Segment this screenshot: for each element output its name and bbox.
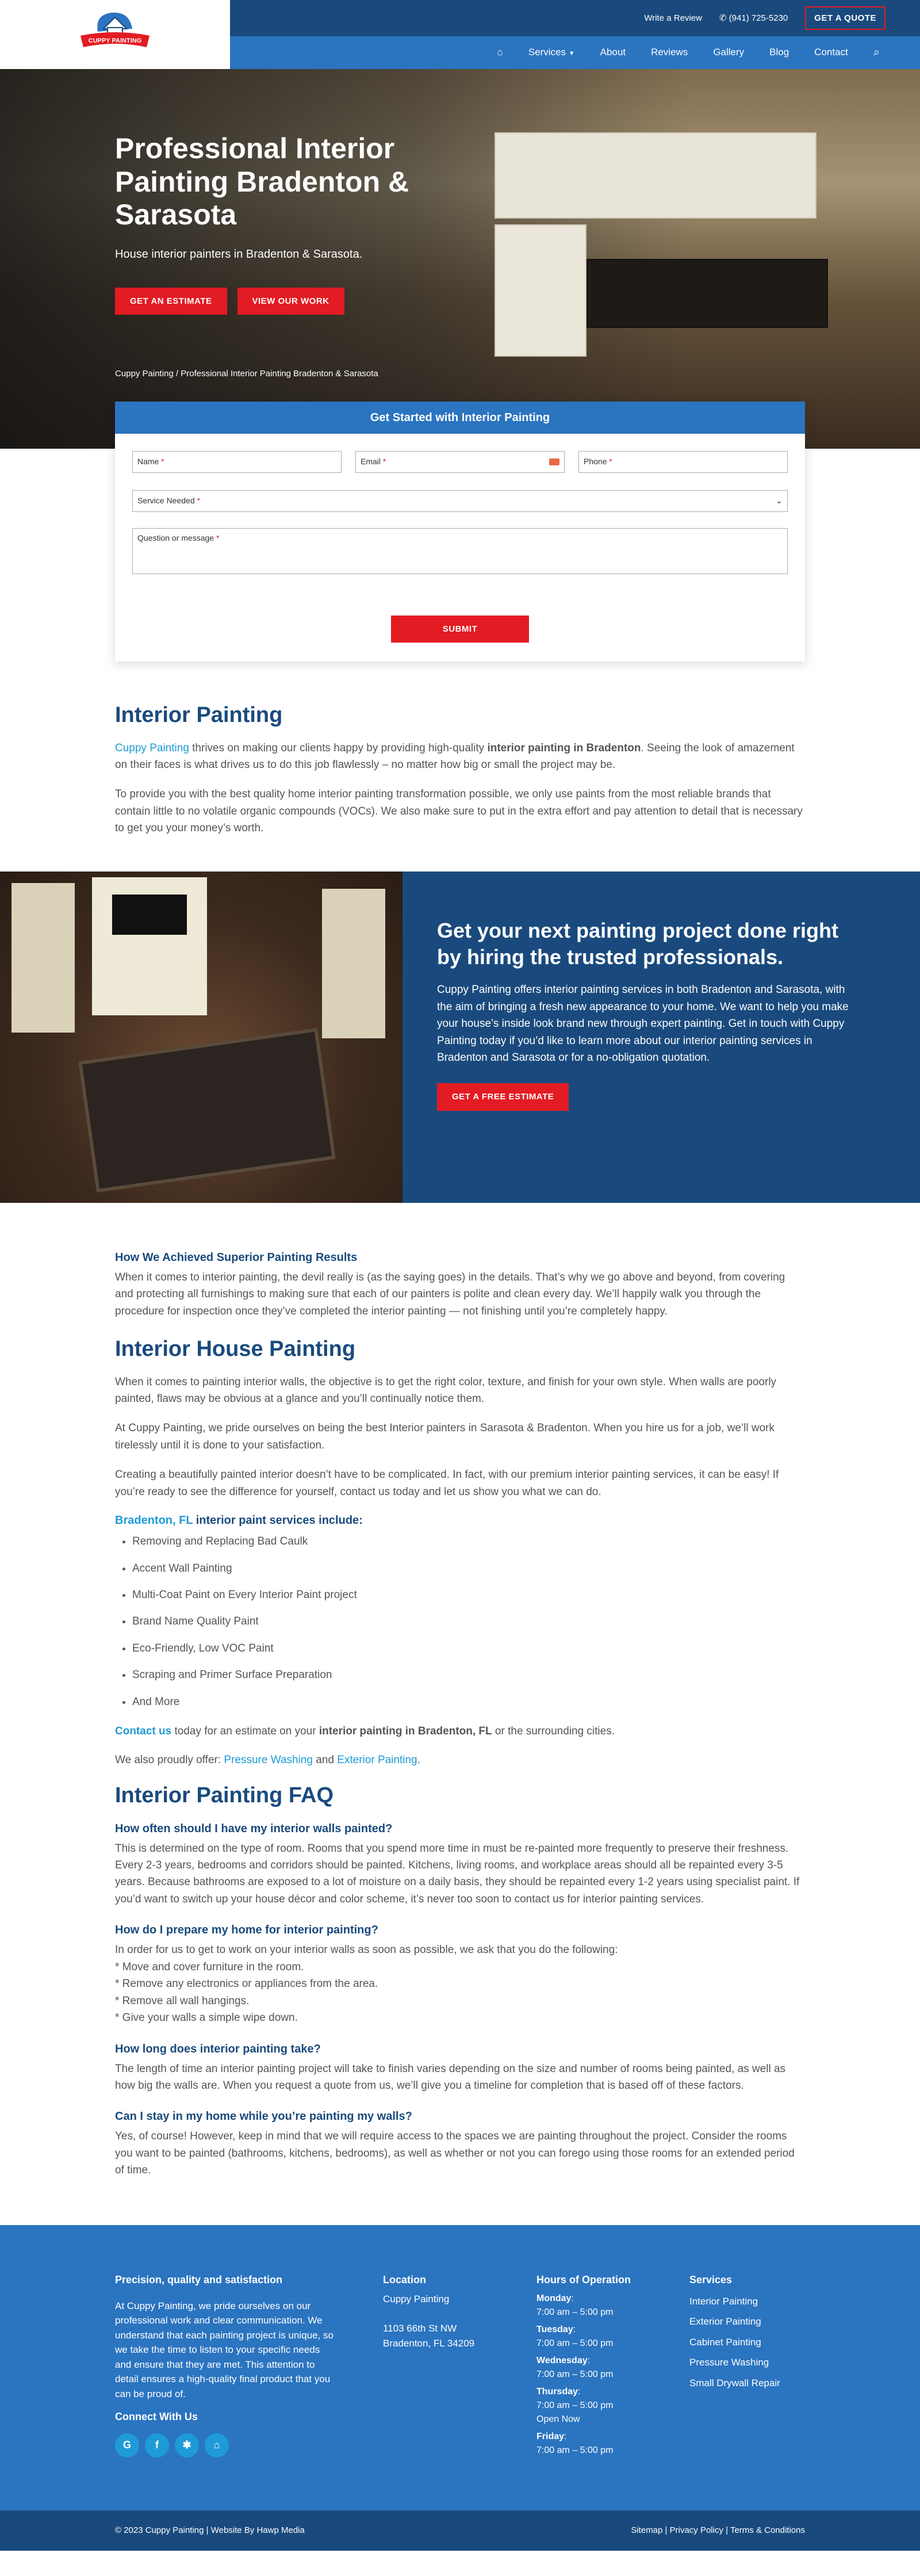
social-links — [115, 2433, 334, 2457]
phone-icon: ✆ — [719, 13, 729, 23]
hours-day — [536, 2323, 663, 2337]
logo-text: CUPPY PAINTING — [88, 37, 142, 44]
nav-services-label: Services — [528, 47, 566, 58]
offer-end: . — [417, 1753, 420, 1766]
location-name: Cuppy Painting — [383, 2293, 450, 2304]
cuppy-painting-logo — [72, 6, 158, 63]
bottom-bar — [0, 2510, 920, 2551]
faq-answer-1: This is determined on the type of room. Rooms that you spend more time in must be re-painted more frequently to preserve their freshness. Every 2-3 years, bedrooms and corridors should be painted. Kitchens, living rooms, and workplace areas should all be repainted every 3-5 years. Because bathrooms are exposed to a lot of moisture on a daily basis, they should be repainted every 1-2 years using specialist paint. If you’d want to switch up your house décor and color scheme, it’s never too soon to contact us for interior painting services. — [115, 1842, 800, 1905]
services-title: Services — [689, 2273, 733, 2285]
autofill-icon — [549, 458, 559, 465]
free-estimate-button[interactable]: GET A FREE ESTIMATE — [437, 1083, 569, 1110]
footer-service-link[interactable]: Pressure Washing — [689, 2357, 769, 2368]
top-bar — [230, 0, 920, 36]
services-list-title — [115, 1512, 805, 1530]
hero-kitchen-cabinets — [494, 224, 586, 357]
intro-section — [0, 702, 920, 837]
nav-about[interactable]: About — [600, 47, 626, 58]
get-estimate-button[interactable]: GET AN ESTIMATE — [115, 288, 227, 315]
nav-reviews[interactable]: Reviews — [651, 47, 688, 58]
footer-about-text: At Cuppy Painting, we pride ourselves on our professional work and clear communication. We understand that each painting project is unique, so we take the time to listen to your specific needs and ensure that they are met. This attention to detail ensures a high-quality final product that you can be proud of. — [115, 2300, 334, 2399]
search-icon[interactable]: ⌕ — [873, 46, 880, 59]
footer-about — [115, 2272, 334, 2457]
hours-colon: : — [573, 2324, 576, 2334]
estimate-form — [115, 402, 805, 662]
location-title: Location — [383, 2273, 426, 2285]
contact-text-b: or the surrounding cities. — [492, 1725, 615, 1738]
hours-day-name: Wednesday — [536, 2355, 588, 2365]
footer-service-link[interactable]: Small Drywall Repair — [689, 2377, 780, 2388]
write-review-link[interactable]: Write a Review — [644, 13, 702, 23]
list-item: • Removing and Replacing Bad Caulk — [132, 1533, 805, 1550]
content-section — [0, 1249, 920, 2179]
list-item: • Multi-Coat Paint on Every Interior Paint project — [132, 1587, 805, 1603]
hours-colon: : — [571, 2293, 574, 2303]
required-mark: * — [216, 533, 220, 542]
faq-answer-2-item: * Remove all wall hangings. — [115, 1994, 250, 2007]
nextdoor-icon[interactable]: ⌂ — [205, 2433, 229, 2457]
hours-colon: : — [564, 2431, 567, 2441]
open-now-badge: Open Now — [536, 2414, 580, 2424]
footer-service-link[interactable]: Interior Painting — [689, 2295, 758, 2307]
hours-time: 7:00 am – 5:00 pm — [536, 2338, 614, 2348]
intro-bold: interior painting in Bradenton — [487, 742, 641, 754]
email-field[interactable] — [355, 451, 565, 473]
offer-paragraph — [115, 1752, 805, 1768]
hours-day-name: Monday — [536, 2293, 572, 2303]
hero-kitchen-counter — [586, 259, 828, 328]
services-list — [115, 1533, 805, 1710]
name-field[interactable] — [132, 451, 342, 473]
hours-day — [536, 2292, 663, 2306]
location-address-1[interactable]: 1103 66th St NW — [383, 2323, 457, 2334]
hours-time: 7:00 am – 5:00 pm — [536, 2369, 614, 2379]
services-list-title-text: interior paint services include: — [193, 1514, 363, 1527]
yelp-icon[interactable]: ✱ — [175, 2433, 199, 2457]
faq-question-1: How often should I have my interior walls painted? — [115, 1822, 393, 1835]
contact-paragraph — [115, 1723, 805, 1740]
hours-day-name: Tuesday — [536, 2324, 573, 2334]
hours-day — [536, 2354, 663, 2368]
google-icon[interactable]: G — [115, 2433, 139, 2457]
facebook-icon[interactable]: f — [145, 2433, 169, 2457]
offer-text: We also proudly offer: — [115, 1753, 224, 1766]
chevron-down-icon: ⌄ — [776, 496, 783, 506]
email-label: Email — [361, 457, 381, 467]
intro-text-a: thrives on making our clients happy by providing high-quality — [189, 742, 488, 754]
connect-title: Connect With Us — [115, 2411, 198, 2423]
nav-gallery[interactable]: Gallery — [713, 47, 745, 58]
hero-subtitle: House interior painters in Bradenton & Sarasota. — [115, 247, 363, 261]
intro-title: Interior Painting — [115, 703, 283, 727]
breadcrumb[interactable]: Cuppy Painting / Professional Interior Painting Bradenton & Sarasota — [115, 369, 378, 379]
hours-title: Hours of Operation — [536, 2273, 631, 2285]
house-paragraph-1: When it comes to painting interior walls, the objective is to get the right color, texture, and finish for your own style. When walls are poorly painted, flaws may be obvious at a glance and you’ll continually notice them. — [115, 1375, 777, 1405]
service-select[interactable] — [132, 490, 788, 512]
main-nav — [230, 36, 920, 69]
form-title: Get Started with Interior Painting — [115, 402, 805, 434]
location-address-2[interactable]: Bradenton, FL 34209 — [383, 2337, 475, 2349]
window-right — [322, 889, 385, 1038]
footer-location — [383, 2272, 509, 2350]
hours-time: 7:00 am – 5:00 pm — [536, 2445, 614, 2455]
faq-question-2: How do I prepare my home for interior painting? — [115, 1924, 378, 1937]
legal-links: Sitemap | Privacy Policy | Terms & Conditions — [631, 2525, 805, 2536]
list-item: • Brand Name Quality Paint — [132, 1613, 805, 1630]
intro-paragraph-1 — [115, 740, 805, 774]
tv — [112, 895, 187, 935]
results-text: When it comes to interior painting, the devil really is (as the saying goes) in the details. That’s why we go above and beyond, from covering and protecting all furnishings to making sure that each of our painters is polite and clean every day. We’ll happily walk you through the procedure for inspection once they’ve completed the interior painting — not finishing until you’re completely happy. — [115, 1271, 785, 1317]
site-logo[interactable] — [0, 0, 230, 69]
phone-label: Phone — [584, 457, 607, 467]
contact-bold: interior painting in Bradenton, FL — [319, 1725, 492, 1738]
bradenton-link[interactable]: Bradenton, FL — [115, 1514, 193, 1527]
house-paragraph-2: At Cuppy Painting, we pride ourselves on being the best Interior painters in Sarasota & Bradenton. When you hire us for a job, we’ll work tirelessly until it is done to your satisfaction. — [115, 1422, 775, 1451]
message-label: Question or message — [137, 533, 214, 542]
faq-answer-2: In order for us to get to work on your interior walls as soon as possible, we ask that you do the following: — [115, 1944, 618, 1956]
hours-day-name: Thursday — [536, 2386, 578, 2397]
offer-and: and — [312, 1753, 338, 1766]
contact-text-a: today for an estimate on your — [171, 1725, 319, 1738]
submit-button[interactable]: SUBMIT — [391, 616, 529, 643]
promo-content — [402, 872, 920, 1203]
hero-section — [0, 69, 920, 634]
copyright[interactable]: © 2023 Cuppy Painting | Website By Hawp Media — [115, 2525, 305, 2536]
list-item: • Eco-Friendly, Low VOC Paint — [132, 1640, 805, 1657]
footer-about-title: Precision, quality and satisfaction — [115, 2273, 283, 2285]
phone-link[interactable] — [719, 12, 788, 25]
site-footer — [0, 2225, 920, 2510]
faq-answer-2-item: * Move and cover furniture in the room. — [115, 1960, 304, 1973]
message-textarea[interactable] — [132, 528, 788, 574]
hours-day — [536, 2385, 663, 2399]
nav-services[interactable] — [528, 45, 575, 60]
hours-day — [536, 2430, 663, 2444]
hours-colon: : — [587, 2355, 591, 2365]
get-quote-button[interactable]: GET A QUOTE — [805, 6, 885, 30]
faq-answer-3: The length of time an interior painting project will take to finish varies depending on the size and number of rooms being painted, as well as how big the walls are. When you request a quote from us, we’ll give you a timeline for completion that is based off of these factors. — [115, 2062, 786, 2092]
intro-text-b: . Seeing the look of amazement on their faces is what drives us to do this job flawlessly – no matter how big or small the project may be. — [115, 742, 795, 771]
faq-question-3: How long does interior painting take? — [115, 2042, 321, 2055]
nav-contact[interactable]: Contact — [814, 47, 848, 58]
service-label: Service Needed — [137, 496, 195, 506]
view-work-button[interactable]: VIEW OUR WORK — [237, 288, 344, 315]
sitemap-link[interactable]: Sitemap — [631, 2525, 663, 2536]
list-item: • Scraping and Primer Surface Preparation — [132, 1667, 805, 1683]
exterior-painting-link[interactable]: Exterior Painting — [337, 1753, 417, 1766]
intro-paragraph-2: To provide you with the best quality home interior painting transformation possible, we only use paints from the most reliable brands that contain little to no volatile organic compounds (VOCs). We also make sure to put in the extra effort and pay attention to detail that is necessary to get you your money’s worth. — [115, 788, 803, 835]
promo-title: Get your next painting project done right by hiring the trusted professionals. — [437, 918, 839, 969]
privacy-link[interactable]: Privacy Policy — [669, 2525, 723, 2536]
home-icon[interactable]: ⌂ — [497, 47, 503, 58]
list-item: • Accent Wall Painting — [132, 1560, 805, 1577]
faq-answer-2-item: * Give your walls a simple wipe down. — [115, 2012, 298, 2024]
promo-text: Cuppy Painting offers interior painting services in both Bradenton and Sarasota, with the aim of bringing a fresh new appearance to your home. We want to help you make your house’s inside look brand new through expert painting. Get in touch with Cuppy Painting today if you’d like to learn more about our interior painting services in Bradenton and Sarasota or for a no-obligation quotation. — [437, 984, 849, 1064]
hero-kitchen-image — [494, 132, 816, 219]
phone-number: (941) 725-5230 — [729, 13, 788, 23]
name-label: Name — [137, 457, 159, 467]
footer-service-link[interactable]: Exterior Painting — [689, 2316, 761, 2327]
faq-question-4: Can I stay in my home while you’re painting my walls? — [115, 2110, 412, 2123]
caret-down-icon: ▼ — [568, 50, 575, 58]
hours-time: 7:00 am – 5:00 pm — [536, 2400, 614, 2410]
house-paragraph-3: Creating a beautifully painted interior doesn’t have to be complicated. In fact, with our premium interior painting services, it can be easy! If you’re ready to see the difference for yourself, contact us today and let us show you what we can do. — [115, 1469, 779, 1498]
promo-section — [0, 872, 920, 1203]
hero-content — [115, 132, 471, 315]
required-mark: * — [609, 457, 612, 467]
phone-field[interactable] — [578, 451, 788, 473]
contact-us-link[interactable]: Contact us — [115, 1725, 172, 1738]
footer-hours — [536, 2272, 663, 2457]
required-mark: * — [161, 457, 164, 467]
required-mark: * — [197, 496, 200, 506]
faq-answer-4: Yes, of course! However, keep in mind that we will require access to the spaces we are painting throughout the project. Consider the rooms you want to be painted (bathrooms, kitchens, bedrooms), as well as whether or not you can forego using those rooms for an extended period of time. — [115, 2130, 795, 2177]
nav-blog[interactable]: Blog — [769, 47, 789, 58]
hours-day-name: Friday — [536, 2431, 565, 2441]
house-title: Interior House Painting — [115, 1337, 356, 1361]
required-mark: * — [382, 457, 386, 467]
terms-link[interactable]: Terms & Conditions — [730, 2525, 805, 2536]
hero-title: Professional Interior Painting Bradenton & Sarasota — [115, 132, 409, 231]
pressure-washing-link[interactable]: Pressure Washing — [224, 1753, 313, 1766]
results-title: How We Achieved Superior Painting Results — [115, 1251, 358, 1264]
window-left — [12, 883, 75, 1033]
site-header — [0, 0, 920, 69]
living-room-image — [0, 872, 402, 1203]
faq-answer-2-item: * Remove any electronics or appliances from the area. — [115, 1978, 378, 1990]
hours-time: 7:00 am – 5:00 pm — [536, 2307, 614, 2317]
rug — [78, 1028, 336, 1193]
faq-title: Interior Painting FAQ — [115, 1783, 334, 1808]
hours-colon: : — [578, 2386, 581, 2397]
footer-services — [689, 2272, 816, 2390]
cuppy-painting-link[interactable]: Cuppy Painting — [115, 742, 189, 754]
list-item: • And More — [132, 1694, 805, 1710]
footer-service-link[interactable]: Cabinet Painting — [689, 2336, 761, 2348]
